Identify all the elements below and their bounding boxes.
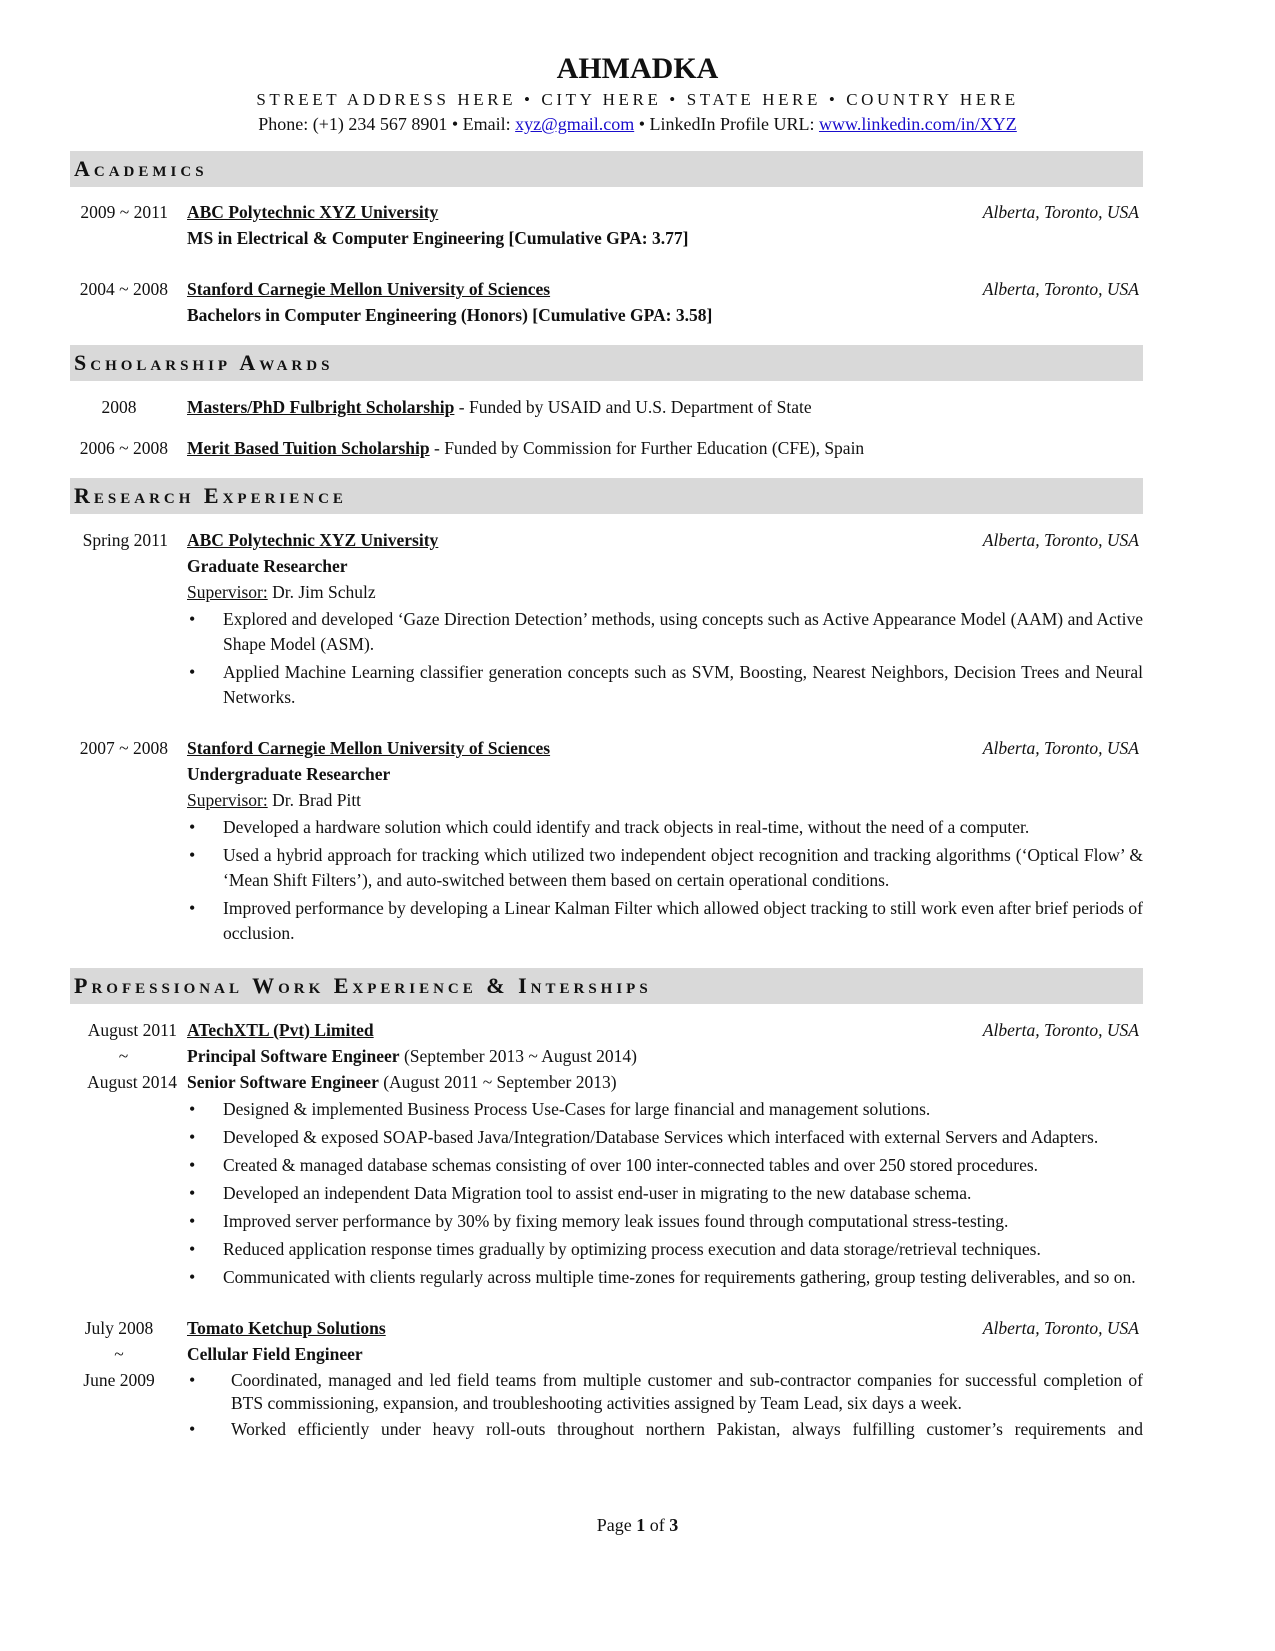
job-entry: [70, 1315, 1143, 1444]
scholarship-name: Masters/PhD Fulbright Scholarship: [187, 397, 455, 417]
supervisor-name: Dr. Jim Schulz: [267, 582, 376, 602]
degree: MS in Electrical & Computer Engineering [Cumulative GPA: 3.77]: [187, 228, 689, 248]
location: Alberta, Toronto, USA: [982, 738, 1139, 758]
role-line: [187, 1069, 1143, 1095]
job-dates: [70, 1315, 187, 1444]
degree: Bachelors in Computer Engineering (Honors) [Cumulative GPA: 3.58]: [187, 305, 713, 325]
page-of: of: [645, 1515, 670, 1535]
supervisor-label: Supervisor:: [187, 582, 268, 602]
role-dates: (August 2011 ~ September 2013): [378, 1072, 617, 1092]
role: Undergraduate Researcher: [187, 764, 391, 784]
bullet-item: • Explored and developed ‘Gaze Direction Detection’ methods, using concepts such as Active Appearance Model (AAM) and Active Shape Model (ASM).: [187, 607, 1143, 657]
section-heading: Professional Work Experience & Interships: [70, 968, 1143, 1004]
scholarships-section: [70, 345, 1143, 461]
scholarship-detail: - Funded by Commission for Further Education (CFE), Spain: [429, 438, 865, 458]
job-dates: [70, 1017, 187, 1293]
bullet-list: [187, 1097, 1143, 1290]
supervisor-label: Supervisor:: [187, 790, 268, 810]
research-entry: [70, 735, 1143, 949]
bullet-list: [187, 1369, 1143, 1441]
current-page: 1: [636, 1515, 646, 1535]
research-entry: [70, 527, 1143, 713]
bullet-item: • Improved server performance by 30% by fixing memory leak issues found through computational stress-testing.: [187, 1209, 1143, 1234]
bullet-item: • Developed an independent Data Migration tool to assist end-user in migrating to the new database schema.: [187, 1181, 1143, 1206]
entry-date: 2009 ~ 2011: [80, 202, 168, 222]
research-section: [70, 478, 1143, 949]
entry-date: Spring 2011: [82, 530, 168, 550]
bullet-item: • Worked efficiently under heavy roll-outs throughout northern Pakistan, always fulfilling customer’s requirements and: [187, 1418, 1143, 1441]
date-separator: ~: [114, 1344, 124, 1364]
location: Alberta, Toronto, USA: [982, 202, 1139, 222]
role: Cellular Field Engineer: [187, 1344, 363, 1364]
location: Alberta, Toronto, USA: [982, 279, 1139, 299]
work-section: [70, 968, 1143, 1444]
scholarship-entry: [70, 435, 1143, 461]
supervisor-line: [187, 579, 1143, 605]
bullet-item: • Created & managed database schemas consisting of over 100 inter-connected tables and over 250 stored procedures.: [187, 1153, 1143, 1178]
date-start: July 2008: [84, 1318, 154, 1338]
education-entry: [70, 276, 1143, 328]
bullet-item: • Developed a hardware solution which could identify and track objects in real-time, without the need of a computer.: [187, 815, 1143, 840]
role: Senior Software Engineer: [187, 1072, 379, 1092]
bullet-item: • Developed & exposed SOAP-based Java/Integration/Database Services which interfaced with external Servers and Adapters.: [187, 1125, 1143, 1150]
candidate-name: AHMADKA: [556, 52, 719, 85]
scholarship-entry: [70, 394, 1143, 420]
date-separator: ~: [118, 1046, 129, 1066]
bullet-list: [187, 607, 1143, 710]
address-line: STREET ADDRESS HERE • CITY HERE • STATE HERE • COUNTRY HERE: [256, 90, 1019, 109]
company: ATechXTL (Pvt) Limited: [187, 1020, 374, 1040]
page-prefix: Page: [596, 1515, 637, 1535]
bullet-item: • Used a hybrid approach for tracking which utilized two independent object recognition and tracking algorithms (‘Optical Flow’ & ‘Mean Shift Filters’), and auto-switched between them based on certain operational conditions.: [187, 843, 1143, 893]
institution: ABC Polytechnic XYZ University: [187, 202, 439, 222]
date-end: June 2009: [83, 1370, 155, 1390]
supervisor-name: Dr. Brad Pitt: [267, 790, 362, 810]
education-entry: [70, 199, 1143, 251]
entry-date: 2006 ~ 2008: [79, 438, 168, 458]
location: Alberta, Toronto, USA: [982, 530, 1139, 550]
role-dates: (September 2013 ~ August 2014): [399, 1046, 638, 1066]
section-heading: Research Experience: [70, 478, 1143, 514]
academics-section: [70, 151, 1143, 328]
total-pages: 3: [669, 1515, 679, 1535]
role: Principal Software Engineer: [187, 1046, 400, 1066]
bullet-item: • Designed & implemented Business Process Use-Cases for large financial and management solutions.: [187, 1097, 1143, 1122]
bullet-item: • Communicated with clients regularly across multiple time-zones for requirements gathering, group testing deliverables, and so on.: [187, 1265, 1143, 1290]
scholarship-name: Merit Based Tuition Scholarship: [187, 438, 430, 458]
bullet-item: • Reduced application response times gradually by optimizing process execution and data storage/retrieval techniques.: [187, 1237, 1143, 1262]
section-heading: Academics: [70, 151, 1143, 187]
linkedin-label: • LinkedIn Profile URL:: [634, 114, 819, 134]
contact-line: [0, 114, 1275, 135]
job-entry: [70, 1017, 1143, 1293]
date-end: August 2014: [87, 1072, 177, 1092]
date-start: August 2011: [87, 1020, 177, 1040]
role-line: [187, 1043, 1143, 1069]
section-heading: Scholarship Awards: [70, 345, 1143, 381]
linkedin-link[interactable]: www.linkedin.com/in/XYZ: [818, 114, 1017, 134]
institution: ABC Polytechnic XYZ University: [187, 530, 439, 550]
scholarship-detail: - Funded by USAID and U.S. Department of State: [454, 397, 812, 417]
entry-date: 2008: [101, 397, 137, 417]
bullet-list: [187, 815, 1143, 946]
bullet-item: • Improved performance by developing a Linear Kalman Filter which allowed object tracking to still work even after brief periods of occlusion.: [187, 896, 1143, 946]
entry-date: 2007 ~ 2008: [79, 738, 168, 758]
page-number: [0, 1515, 1275, 1536]
supervisor-line: [187, 787, 1143, 813]
institution: Stanford Carnegie Mellon University of Sciences: [187, 738, 551, 758]
role: Graduate Researcher: [187, 556, 348, 576]
phone-text: Phone: (+1) 234 567 8901 • Email:: [258, 114, 516, 134]
email-link[interactable]: xyz@gmail.com: [515, 114, 635, 134]
location: Alberta, Toronto, USA: [982, 1318, 1139, 1338]
entry-date: 2004 ~ 2008: [79, 279, 168, 299]
bullet-item: • Coordinated, managed and led field teams from multiple customer and sub-contractor companies for successful completion of BTS commissioning, expansion, and troubleshooting activities assigned by Team Lead, six days a week.: [187, 1369, 1143, 1415]
institution: Stanford Carnegie Mellon University of Sciences: [187, 279, 551, 299]
company: Tomato Ketchup Solutions: [187, 1318, 386, 1338]
location: Alberta, Toronto, USA: [982, 1020, 1139, 1040]
bullet-item: • Applied Machine Learning classifier generation concepts such as SVM, Boosting, Nearest Neighbors, Decision Trees and Neural Networks.: [187, 660, 1143, 710]
